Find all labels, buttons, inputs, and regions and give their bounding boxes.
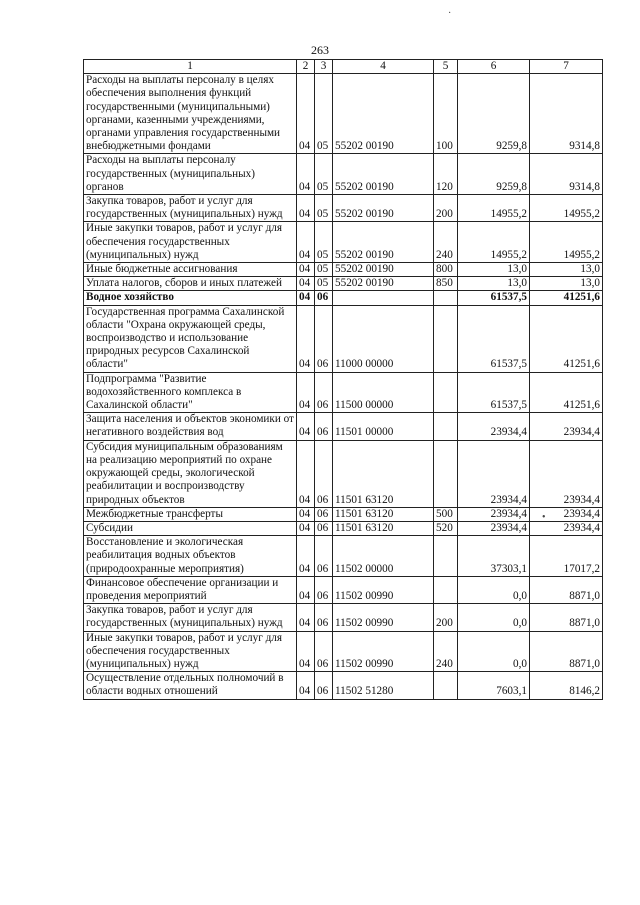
section-code-cell: 04 [297, 672, 315, 699]
row-name-cell: Субсидия муниципальным образованиям на реализацию мероприятий по охране окружающей среды, экологической реабилитации и воспроизводству природных объектов [84, 440, 297, 507]
amount-year1-cell: 13,0 [458, 277, 530, 291]
expense-type-cell [434, 576, 458, 603]
header-cell: 6 [458, 60, 530, 74]
subsection-code-cell: 06 [315, 521, 333, 535]
budget-table [83, 59, 603, 700]
table-row [84, 154, 603, 195]
amount-year1-cell: 61537,5 [458, 305, 530, 372]
subsection-code-cell: 06 [315, 536, 333, 577]
header-cell: 1 [84, 60, 297, 74]
subsection-code-cell: 05 [315, 222, 333, 263]
subsection-code-cell: 06 [315, 291, 333, 305]
row-name-cell: Осуществление отдельных полномочий в области водных отношений [84, 672, 297, 699]
row-name-cell: Подпрограмма "Развитие водохозяйственного комплекса в Сахалинской области" [84, 372, 297, 413]
row-name-cell: Финансовое обеспечение организации и проведения мероприятий [84, 576, 297, 603]
section-code-cell: 04 [297, 222, 315, 263]
expense-type-cell: 100 [434, 74, 458, 154]
section-code-cell: 04 [297, 291, 315, 305]
row-name-cell: Защита населения и объектов экономики от негативного воздействия вод [84, 413, 297, 440]
row-name-cell: Водное хозяйство [84, 291, 297, 305]
scan-speck: • [542, 512, 546, 523]
target-article-cell: 55202 00190 [333, 195, 434, 222]
target-article-cell: 11502 00990 [333, 604, 434, 631]
amount-year1-cell: 0,0 [458, 576, 530, 603]
amount-year1-cell: 0,0 [458, 631, 530, 672]
subsection-code-cell: 06 [315, 672, 333, 699]
expense-type-cell [434, 372, 458, 413]
table-row [84, 507, 603, 521]
amount-year2-cell: 8871,0 [530, 631, 603, 672]
section-code-cell: 04 [297, 536, 315, 577]
section-code-cell: 04 [297, 413, 315, 440]
expense-type-cell: 500 [434, 507, 458, 521]
expense-type-cell [434, 291, 458, 305]
row-name-cell: Межбюджетные трансферты [84, 507, 297, 521]
amount-year1-cell: 9259,8 [458, 154, 530, 195]
row-name-cell: Уплата налогов, сборов и иных платежей [84, 277, 297, 291]
table-row [84, 372, 603, 413]
section-code-cell: 04 [297, 74, 315, 154]
header-cell: 2 [297, 60, 315, 74]
row-name-cell: Закупка товаров, работ и услуг для государственных (муниципальных) нужд [84, 604, 297, 631]
table-row [84, 440, 603, 507]
expense-type-cell: 240 [434, 631, 458, 672]
table-row [84, 263, 603, 277]
table-row [84, 413, 603, 440]
section-code-cell: 04 [297, 154, 315, 195]
subsection-code-cell: 05 [315, 154, 333, 195]
table-header-row [84, 60, 603, 74]
table-row [84, 277, 603, 291]
expense-type-cell: 240 [434, 222, 458, 263]
header-cell: 4 [333, 60, 434, 74]
target-article-cell: 11500 00000 [333, 372, 434, 413]
amount-year2-cell: 13,0 [530, 263, 603, 277]
amount-year1-cell: 14955,2 [458, 222, 530, 263]
table-row [84, 576, 603, 603]
header-cell: 3 [315, 60, 333, 74]
row-name-cell: Иные бюджетные ассигнования [84, 263, 297, 277]
subsection-code-cell: 05 [315, 195, 333, 222]
amount-year2-cell: 9314,8 [530, 74, 603, 154]
header-cell: 7 [530, 60, 603, 74]
row-name-cell: Закупка товаров, работ и услуг для государственных (муниципальных) нужд [84, 195, 297, 222]
expense-type-cell [434, 440, 458, 507]
amount-year1-cell: 23934,4 [458, 521, 530, 535]
subsection-code-cell: 06 [315, 372, 333, 413]
expense-type-cell: 800 [434, 263, 458, 277]
row-name-cell: Восстановление и экологическая реабилитация водных объектов (природоохранные мероприятия) [84, 536, 297, 577]
amount-year2-cell: 23934,4 [530, 507, 603, 521]
expense-type-cell: 120 [434, 154, 458, 195]
amount-year2-cell: 41251,6 [530, 305, 603, 372]
expense-type-cell [434, 413, 458, 440]
expense-type-cell: 850 [434, 277, 458, 291]
target-article-cell: 11501 63120 [333, 521, 434, 535]
amount-year2-cell: 23934,4 [530, 413, 603, 440]
amount-year1-cell: 23934,4 [458, 413, 530, 440]
section-code-cell: 04 [297, 263, 315, 277]
row-name-cell: Государственная программа Сахалинской области "Охрана окружающей среды, воспроизводство и использование природных ресурсов Сахалинской области" [84, 305, 297, 372]
section-code-cell: 04 [297, 277, 315, 291]
target-article-cell [333, 291, 434, 305]
section-code-cell: 04 [297, 195, 315, 222]
amount-year2-cell: 17017,2 [530, 536, 603, 577]
amount-year2-cell: 8871,0 [530, 604, 603, 631]
subsection-code-cell: 05 [315, 74, 333, 154]
subsection-code-cell: 05 [315, 277, 333, 291]
subsection-code-cell: 06 [315, 631, 333, 672]
amount-year2-cell: 41251,6 [530, 372, 603, 413]
subsection-code-cell: 06 [315, 507, 333, 521]
row-name-cell: Иные закупки товаров, работ и услуг для обеспечения государственных (муниципальных) нужд [84, 222, 297, 263]
table-row [84, 536, 603, 577]
target-article-cell: 55202 00190 [333, 263, 434, 277]
amount-year2-cell: 41251,6 [530, 291, 603, 305]
amount-year1-cell: 7603,1 [458, 672, 530, 699]
amount-year1-cell: 61537,5 [458, 291, 530, 305]
expense-type-cell [434, 305, 458, 372]
amount-year1-cell: 0,0 [458, 604, 530, 631]
target-article-cell: 55202 00190 [333, 222, 434, 263]
expense-type-cell [434, 672, 458, 699]
table-row [84, 521, 603, 535]
amount-year1-cell: 9259,8 [458, 74, 530, 154]
table-row [84, 604, 603, 631]
page-number: 263 [311, 43, 329, 57]
section-code-cell: 04 [297, 604, 315, 631]
amount-year2-cell: 23934,4 [530, 521, 603, 535]
table-row [84, 631, 603, 672]
expense-type-cell: 200 [434, 604, 458, 631]
table-row [84, 291, 603, 305]
amount-year2-cell: 14955,2 [530, 195, 603, 222]
table-row [84, 305, 603, 372]
amount-year1-cell: 23934,4 [458, 507, 530, 521]
table-row [84, 672, 603, 699]
target-article-cell: 11502 00000 [333, 536, 434, 577]
amount-year1-cell: 14955,2 [458, 195, 530, 222]
amount-year2-cell: 13,0 [530, 277, 603, 291]
amount-year2-cell: 8146,2 [530, 672, 603, 699]
amount-year1-cell: 37303,1 [458, 536, 530, 577]
table-row [84, 195, 603, 222]
target-article-cell: 55202 00190 [333, 154, 434, 195]
amount-year1-cell: 61537,5 [458, 372, 530, 413]
table-row [84, 222, 603, 263]
row-name-cell: Иные закупки товаров, работ и услуг для обеспечения государственных (муниципальных) нужд [84, 631, 297, 672]
section-code-cell: 04 [297, 305, 315, 372]
amount-year2-cell: 9314,8 [530, 154, 603, 195]
target-article-cell: 11000 00000 [333, 305, 434, 372]
row-name-cell: Расходы на выплаты персоналу в целях обеспечения выполнения функций государственными (муниципальными) органами, казенными учреждениями, органами управления государственными внебюджетными фондами [84, 74, 297, 154]
amount-year1-cell: 23934,4 [458, 440, 530, 507]
subsection-code-cell: 06 [315, 440, 333, 507]
section-code-cell: 04 [297, 521, 315, 535]
subsection-code-cell: 05 [315, 263, 333, 277]
target-article-cell: 11501 63120 [333, 507, 434, 521]
section-code-cell: 04 [297, 576, 315, 603]
subsection-code-cell: 06 [315, 604, 333, 631]
section-code-cell: 04 [297, 440, 315, 507]
target-article-cell: 55202 00190 [333, 277, 434, 291]
amount-year2-cell: 8871,0 [530, 576, 603, 603]
target-article-cell: 11502 51280 [333, 672, 434, 699]
expense-type-cell [434, 536, 458, 577]
target-article-cell: 11502 00990 [333, 576, 434, 603]
expense-type-cell: 200 [434, 195, 458, 222]
target-article-cell: 11502 00990 [333, 631, 434, 672]
amount-year2-cell: 23934,4 [530, 440, 603, 507]
target-article-cell: 55202 00190 [333, 74, 434, 154]
section-code-cell: 04 [297, 631, 315, 672]
target-article-cell: 11501 63120 [333, 440, 434, 507]
section-code-cell: 04 [297, 372, 315, 413]
subsection-code-cell: 06 [315, 576, 333, 603]
header-cell: 5 [434, 60, 458, 74]
table-row [84, 74, 603, 154]
expense-type-cell: 520 [434, 521, 458, 535]
amount-year1-cell: 13,0 [458, 263, 530, 277]
target-article-cell: 11501 00000 [333, 413, 434, 440]
section-code-cell: 04 [297, 507, 315, 521]
row-name-cell: Субсидии [84, 521, 297, 535]
scan-speck: · [448, 8, 452, 19]
amount-year2-cell: 14955,2 [530, 222, 603, 263]
subsection-code-cell: 06 [315, 305, 333, 372]
subsection-code-cell: 06 [315, 413, 333, 440]
row-name-cell: Расходы на выплаты персоналу государственных (муниципальных) органов [84, 154, 297, 195]
